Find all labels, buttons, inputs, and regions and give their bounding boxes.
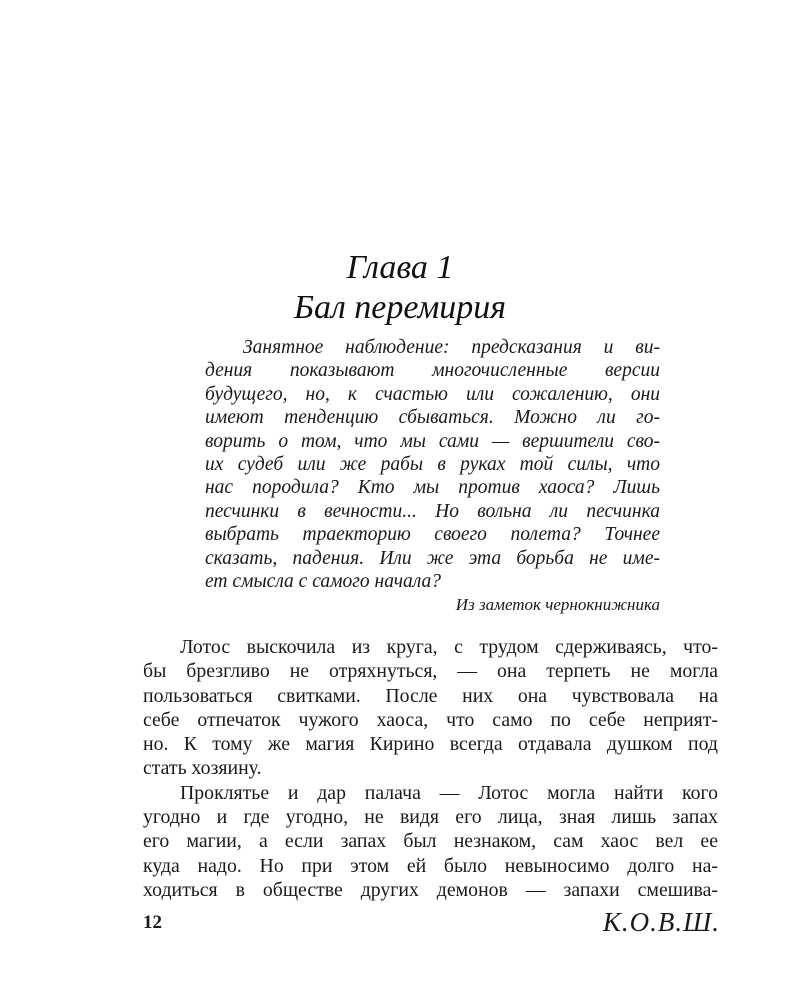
epigraph-line: ет смысла с самого начала?	[205, 570, 441, 592]
text-line: его магии, а если запах был незнаком, сам хаос вел ее	[143, 830, 718, 853]
body-text	[143, 635, 718, 902]
chapter-number: Глава 1	[346, 249, 454, 286]
running-title: К.О.В.Ш.	[602, 907, 720, 937]
text-line: бы брезгливо не отряхнуться, — она терпеть не могла	[143, 660, 718, 683]
text-line: угодно и где угодно, не видя его лица, зная лишь запах	[143, 806, 718, 829]
epigraph-line: будущего, но, к счастью или сожалению, они	[205, 383, 660, 405]
epigraph-line: их судеб или же рабы в руках той силы, что	[205, 453, 660, 475]
epigraph-attribution: Из заметок чернокнижника	[455, 595, 660, 614]
text-line: себе отпечаток чужого хаоса, что само по себе неприят-	[143, 708, 718, 731]
epigraph-line: дения показывают многочисленные версии	[205, 360, 660, 382]
epigraph-line: Занятное наблюдение: предсказания и ви-	[243, 337, 660, 358]
epigraph	[205, 336, 660, 593]
text-line: но. К тому же магия Кирино всегда отдавала душком под	[143, 733, 718, 756]
epigraph-line: песчинки в вечности... Но вольна ли песчинка	[205, 500, 660, 522]
text-line: Лотос выскочила из круга, с трудом сдерживаясь, что-	[180, 636, 718, 658]
epigraph-line: выбрать траекторию своего полета? Точнее	[205, 524, 660, 546]
epigraph-line: имеют тенденцию сбываться. Можно ли го-	[205, 407, 660, 429]
text-line: куда надо. Но при этом ей было невыносимо долго на-	[143, 854, 718, 877]
epigraph-line: ворить о том, что мы сами — вершители сво-	[205, 430, 660, 452]
text-line: пользоваться свитками. После них она чувствовала на	[143, 684, 718, 707]
epigraph-line: нас породила? Кто мы против хаоса? Лишь	[205, 477, 660, 499]
text-line: ходиться в обществе других демонов — запахи смешива-	[143, 878, 718, 901]
text-line: Проклятье и дар палача — Лотос могла найти кого	[180, 781, 718, 804]
epigraph-line: сказать, падения. Или же эта борьба не име-	[205, 547, 660, 569]
chapter-title: Бал перемирия	[293, 289, 507, 326]
page-number: 12	[143, 912, 162, 933]
text-line: стать хозяину.	[143, 757, 262, 780]
